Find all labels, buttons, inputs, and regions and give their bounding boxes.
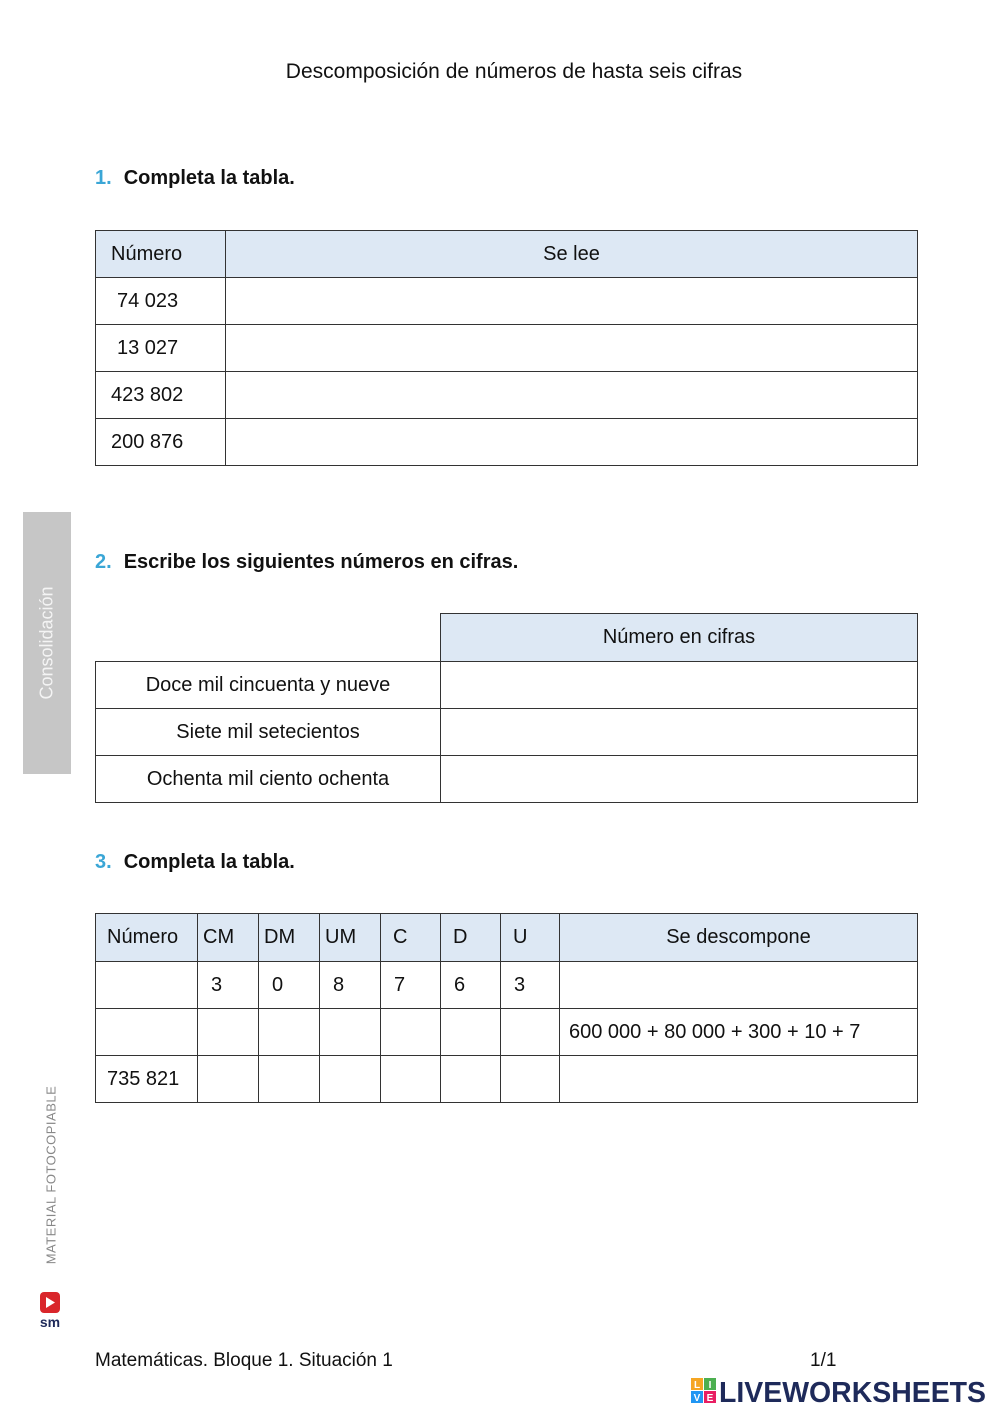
badge-letter: V bbox=[693, 1393, 701, 1404]
answer-cell[interactable] bbox=[259, 1009, 320, 1056]
row-texto: Ochenta mil ciento ochenta bbox=[96, 756, 441, 803]
question-2-text: Escribe los siguientes números en cifras. bbox=[123, 551, 519, 573]
table-row bbox=[96, 709, 918, 756]
liveworksheets-logo-icon bbox=[690, 1375, 990, 1407]
question-1-text: Completa la tabla. bbox=[123, 167, 295, 189]
table-q2 bbox=[95, 613, 918, 803]
answer-cell[interactable] bbox=[441, 756, 918, 803]
answer-cell[interactable] bbox=[198, 1009, 259, 1056]
digit-cell: 0 bbox=[259, 962, 320, 1009]
row-numero: 74 023 bbox=[96, 278, 226, 325]
sm-logo-text: sm bbox=[39, 1314, 61, 1330]
answer-cell[interactable] bbox=[501, 1056, 560, 1103]
question-3-text: Completa la tabla. bbox=[123, 851, 295, 873]
section-tab bbox=[23, 512, 71, 774]
header-numero-en-cifras: Número en cifras bbox=[441, 614, 918, 662]
number-cell: 735 821 bbox=[96, 1056, 198, 1103]
header-se-lee: Se lee bbox=[226, 231, 918, 278]
table-row bbox=[96, 325, 918, 372]
badge-letter: L bbox=[693, 1380, 701, 1391]
table-row bbox=[96, 372, 918, 419]
table-row bbox=[96, 756, 918, 803]
table-q3-header bbox=[96, 914, 918, 962]
page-title: Descomposición de números de hasta seis cifras bbox=[285, 60, 743, 83]
material-fotocopiable-label: MATERIAL FOTOCOPIABLE bbox=[43, 1085, 59, 1265]
row-texto: Siete mil setecientos bbox=[96, 709, 441, 756]
answer-cell[interactable] bbox=[560, 962, 918, 1009]
question-3-number: 3. bbox=[95, 851, 112, 873]
brand-text: LIVEWORKSHEETS bbox=[719, 1377, 986, 1407]
answer-cell[interactable] bbox=[381, 1009, 441, 1056]
badge-letter: E bbox=[706, 1393, 714, 1404]
answer-cell[interactable] bbox=[381, 1056, 441, 1103]
answer-cell[interactable] bbox=[320, 1009, 381, 1056]
question-2 bbox=[95, 551, 518, 574]
answer-cell[interactable] bbox=[226, 325, 918, 372]
header-u: U bbox=[501, 914, 560, 962]
row-numero: 13 027 bbox=[96, 325, 226, 372]
answer-cell[interactable] bbox=[441, 709, 918, 756]
table-row bbox=[96, 419, 918, 466]
section-tab-label: Consolidación bbox=[36, 586, 57, 700]
digit-cell: 3 bbox=[501, 962, 560, 1009]
answer-cell[interactable] bbox=[226, 372, 918, 419]
header-dm: DM bbox=[259, 914, 320, 962]
question-3 bbox=[95, 851, 295, 874]
answer-cell[interactable] bbox=[501, 1009, 560, 1056]
digit-cell: 6 bbox=[441, 962, 501, 1009]
table-row bbox=[96, 1009, 918, 1056]
digit-cell: 7 bbox=[381, 962, 441, 1009]
header-d: D bbox=[441, 914, 501, 962]
answer-cell[interactable] bbox=[441, 1009, 501, 1056]
empty-corner bbox=[96, 614, 441, 662]
table-row bbox=[96, 278, 918, 325]
footer-subject: Matemáticas. Bloque 1. Situación 1 bbox=[95, 1350, 393, 1371]
sm-logo bbox=[37, 1292, 63, 1332]
header-um: UM bbox=[320, 914, 381, 962]
badge-letter: I bbox=[708, 1380, 712, 1391]
answer-cell[interactable] bbox=[560, 1056, 918, 1103]
table-q2-header bbox=[96, 614, 918, 662]
table-row bbox=[96, 1056, 918, 1103]
answer-cell[interactable] bbox=[198, 1056, 259, 1103]
question-2-number: 2. bbox=[95, 551, 112, 573]
question-1 bbox=[95, 167, 295, 190]
table-q1-header bbox=[96, 231, 918, 278]
answer-cell[interactable] bbox=[320, 1056, 381, 1103]
answer-cell[interactable] bbox=[96, 1009, 198, 1056]
row-texto: Doce mil cincuenta y nueve bbox=[96, 662, 441, 709]
answer-cell[interactable] bbox=[259, 1056, 320, 1103]
page-number: 1/1 bbox=[810, 1350, 837, 1371]
answer-cell[interactable] bbox=[226, 419, 918, 466]
sm-logo-icon bbox=[37, 1292, 63, 1332]
answer-cell[interactable] bbox=[441, 662, 918, 709]
table-row bbox=[96, 662, 918, 709]
digit-cell: 3 bbox=[198, 962, 259, 1009]
header-numero: Número bbox=[96, 914, 198, 962]
decomposition-cell: 600 000 + 80 000 + 300 + 10 + 7 bbox=[560, 1009, 918, 1056]
table-q3 bbox=[95, 913, 918, 1103]
header-c: C bbox=[381, 914, 441, 962]
row-numero: 423 802 bbox=[96, 372, 226, 419]
answer-cell[interactable] bbox=[226, 278, 918, 325]
table-row bbox=[96, 962, 918, 1009]
digit-cell: 8 bbox=[320, 962, 381, 1009]
table-q1 bbox=[95, 230, 918, 466]
header-se-descompone: Se descompone bbox=[560, 914, 918, 962]
answer-cell[interactable] bbox=[96, 962, 198, 1009]
row-numero: 200 876 bbox=[96, 419, 226, 466]
header-cm: CM bbox=[198, 914, 259, 962]
header-numero: Número bbox=[96, 231, 226, 278]
answer-cell[interactable] bbox=[441, 1056, 501, 1103]
question-1-number: 1. bbox=[95, 167, 112, 189]
liveworksheets-brand bbox=[690, 1375, 990, 1407]
